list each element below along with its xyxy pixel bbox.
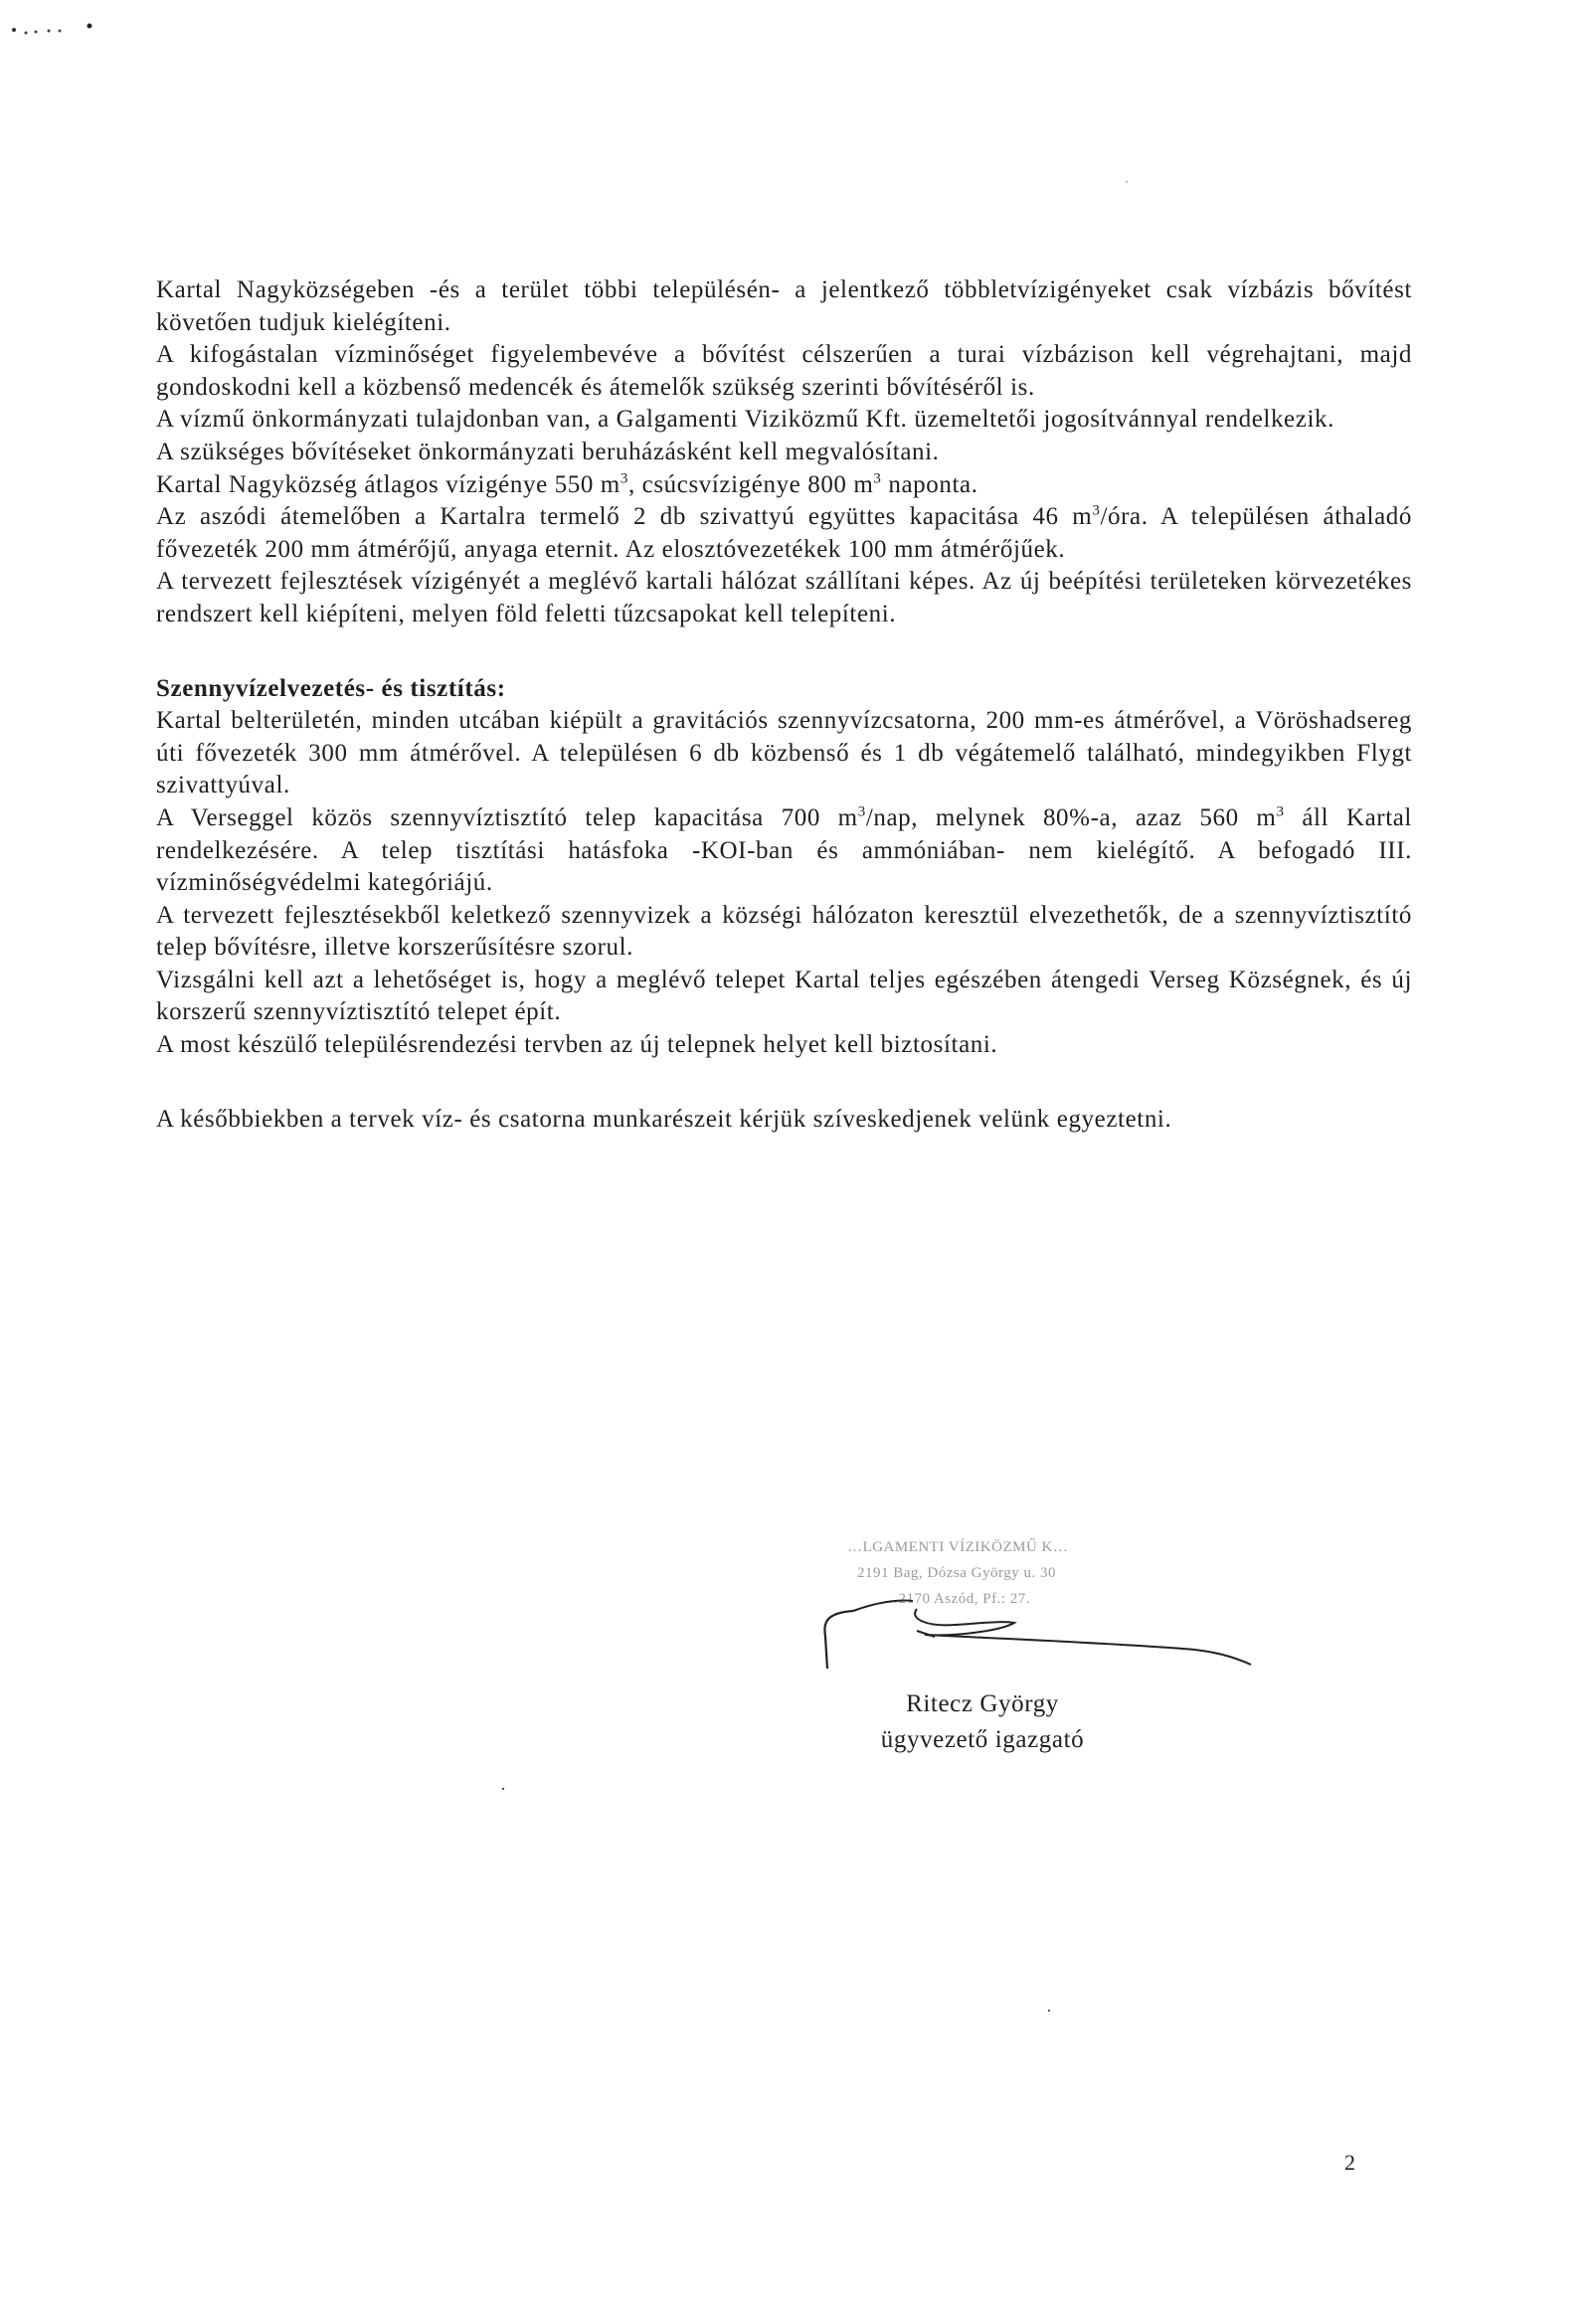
paragraph-water-demand: Kartal Nagyközségeben -és a terület többi településén- a jelentkező többletvízigényeket csak vízbázis bővítést követően tudjuk kielégíteni. bbox=[156, 276, 1412, 336]
signer-title: ügyvezető igazgató bbox=[880, 1726, 1085, 1753]
page-number: 2 bbox=[1344, 2150, 1355, 2175]
stamp-address: 2191 Bag, Dózsa György u. 30 bbox=[857, 1565, 1056, 1581]
letter-body bbox=[156, 274, 1412, 1136]
paragraph-development: A tervezett fejlesztések vízigényét a meglévő kartali hálózat szállítani képes. Az új beépítési területeken körvezetékes rendszert kell kiépíteni, melyen föld feletti tűzcsapokat kell telepíteni. bbox=[156, 568, 1412, 627]
sewage-heading: Szennyvízelvezetés- és tisztítás: bbox=[156, 674, 506, 702]
paragraph-ownership: A vízmű önkormányzati tulajdonban van, a Galgamenti Viziközmű Kft. üzemeltetői jogosítvánnyal rendelkezik. bbox=[156, 406, 1334, 434]
paragraph-sewage-development: A tervezett fejlesztésekből keletkező szennyvizek a községi hálózaton keresztül elvezethetők, de a szennyvíztisztító telep bővítésre, illetve korszerűsítésre szorul. bbox=[156, 901, 1412, 962]
paragraph-new-plant: A most készülő településrendezési tervben az új telepnek helyet kell biztosítani. bbox=[156, 1031, 998, 1059]
paragraph-closing: A későbbiekben a tervek víz- és csatorna munkarészeit kérjük szíveskedjenek velünk egyeztetni. bbox=[156, 1105, 1172, 1133]
paragraph-sewage-network: Kartal belterületén, minden utcában kiépült a gravitációs szennyvízcsatorna, 200 mm-es átmérővel, a Vöröshadsereg úti fővezeték 300 mm átmérővel. A településen 6 db közbenső és 1 db végátemelő található, mindegyikben Flygt szivattyúval. bbox=[156, 707, 1412, 799]
stamp-postal: …2170 Aszód, Pf.: 27. bbox=[883, 1591, 1031, 1607]
paragraph-investment: A szükséges bővítéseket önkormányzati beruházásként kell megvalósítani. bbox=[156, 438, 940, 465]
paragraph-water-quality: A kifogástalan vízminőséget figyelembevéve a bővítést célszerűen a turai vízbázison kell végrehajtani, majd gondoskodni kell a közbenső medencék és átemelők szükség szerinti bővítéséről is. bbox=[156, 341, 1412, 401]
stamp-company-name: …LGAMENTI VÍZIKÖZMŰ K… bbox=[847, 1539, 1069, 1555]
paragraph-demand-figures: Kartal Nagyközség átlagos vízigénye 550 $m^3$, csúcsvízigénye 800 $m^3$ naponta. bbox=[156, 470, 978, 498]
signer-name: Ritecz György bbox=[906, 1690, 1059, 1717]
paragraph-pump-station: Az aszódi átemelőben a Kartalra termelő 2 db szivattyú együttes kapacitása 46 $m^3$/óra. A településen áthaladó fővezeték 200 mm átmérőjű, anyaga eternit. Az elosztóvezetékek 100 mm átmérőjűek. bbox=[156, 502, 1412, 563]
signature-mark bbox=[805, 1539, 1273, 1688]
paragraph-sewage-option: Vizsgálni kell azt a lehetőséget is, hogy a meglévő telepet Kartal teljes egészében átengedi Verseg Községnek, és új korszerű szennyvíztisztító telepet épít. bbox=[156, 966, 1412, 1026]
paragraph-sewage-capacity: A Verseggel közös szennyvíztisztító telep kapacitása 700 $m^3$/nap, melynek 80%-a, azaz 560 $m^3$ áll Kartal rendelkezésére. A telep tisztítási hatásfoka -KOI-ban és ammóniában- nem kielégítő. A befogadó III. vízminőségvédelmi kategóriájú. bbox=[156, 803, 1412, 897]
company-stamp bbox=[805, 1539, 1273, 1688]
signer-block bbox=[823, 1686, 1142, 1758]
